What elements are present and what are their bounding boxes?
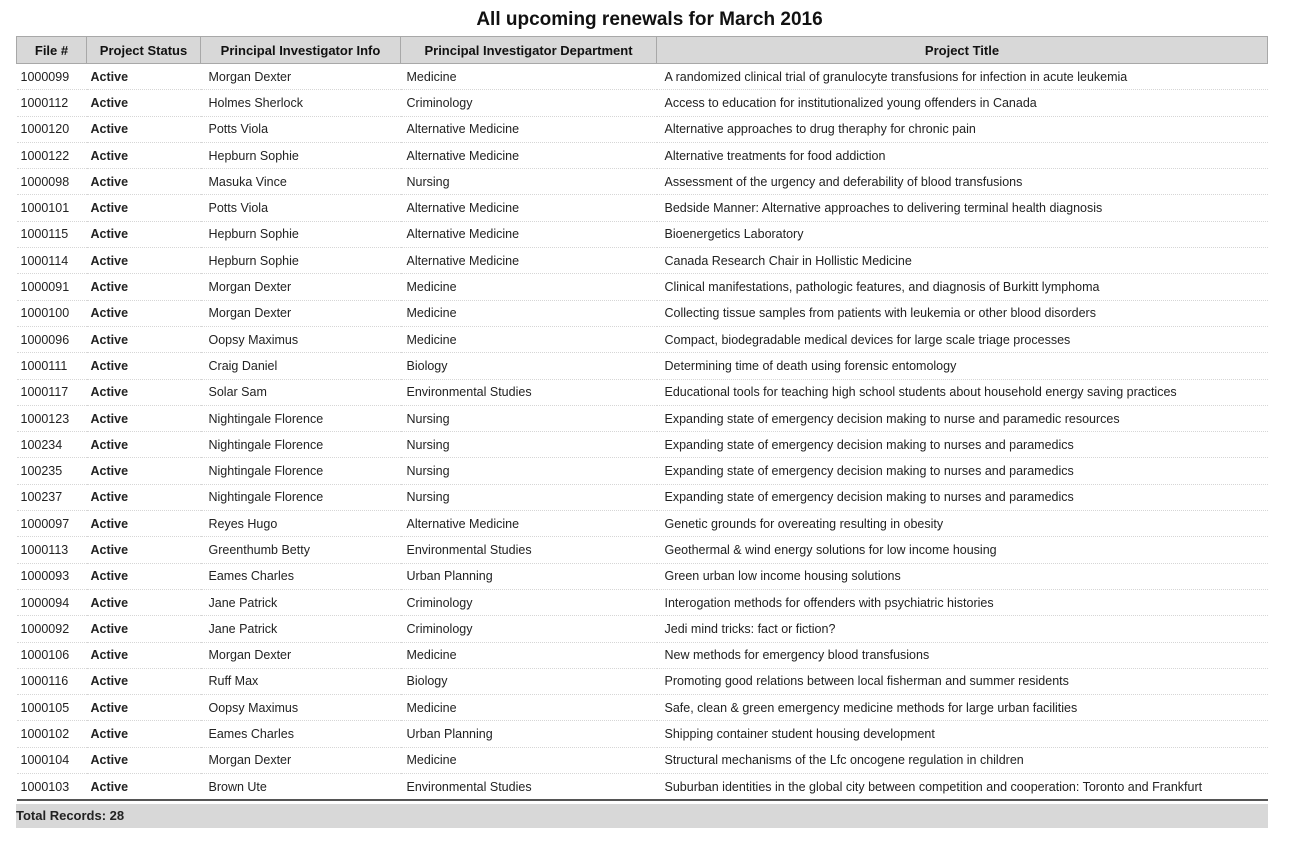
cell-pi-name: Morgan Dexter — [201, 747, 401, 773]
table-row[interactable] — [17, 484, 1268, 510]
cell-pi-name: Ruff Max — [201, 668, 401, 694]
cell-project-title: Suburban identities in the global city between competition and cooperation: Toronto and Frankfurt — [657, 774, 1268, 801]
cell-project-status: Active — [87, 695, 201, 721]
cell-project-title: Jedi mind tricks: fact or fiction? — [657, 616, 1268, 642]
cell-file-number: 1000116 — [17, 668, 87, 694]
cell-pi-name: Greenthumb Betty — [201, 537, 401, 563]
cell-project-title: Expanding state of emergency decision making to nurse and paramedic resources — [657, 405, 1268, 431]
cell-project-status: Active — [87, 642, 201, 668]
table-row[interactable] — [17, 116, 1268, 142]
cell-file-number: 1000114 — [17, 248, 87, 274]
cell-project-status: Active — [87, 379, 201, 405]
cell-project-status: Active — [87, 221, 201, 247]
cell-pi-name: Eames Charles — [201, 563, 401, 589]
cell-file-number: 1000106 — [17, 642, 87, 668]
cell-file-number: 1000117 — [17, 379, 87, 405]
cell-pi-department: Medicine — [401, 642, 657, 668]
cell-project-status: Active — [87, 432, 201, 458]
cell-file-number: 1000112 — [17, 90, 87, 116]
cell-pi-department: Medicine — [401, 274, 657, 300]
cell-pi-department: Biology — [401, 668, 657, 694]
table-row[interactable] — [17, 169, 1268, 195]
cell-file-number: 100237 — [17, 484, 87, 510]
cell-file-number: 1000102 — [17, 721, 87, 747]
cell-pi-department: Medicine — [401, 747, 657, 773]
cell-file-number: 1000111 — [17, 353, 87, 379]
cell-file-number: 1000115 — [17, 221, 87, 247]
table-row[interactable] — [17, 195, 1268, 221]
cell-pi-name: Morgan Dexter — [201, 64, 401, 90]
cell-pi-department: Alternative Medicine — [401, 248, 657, 274]
cell-project-title: Safe, clean & green emergency medicine methods for large urban facilities — [657, 695, 1268, 721]
cell-pi-name: Hepburn Sophie — [201, 221, 401, 247]
cell-pi-department: Medicine — [401, 326, 657, 352]
cell-project-status: Active — [87, 458, 201, 484]
cell-project-status: Active — [87, 747, 201, 773]
cell-project-title: Bedside Manner: Alternative approaches to delivering terminal health diagnosis — [657, 195, 1268, 221]
cell-pi-department: Environmental Studies — [401, 379, 657, 405]
table-header-row — [17, 37, 1268, 64]
cell-project-title: Bioenergetics Laboratory — [657, 221, 1268, 247]
cell-pi-department: Nursing — [401, 405, 657, 431]
table-row[interactable] — [17, 537, 1268, 563]
cell-file-number: 1000092 — [17, 616, 87, 642]
cell-file-number: 1000104 — [17, 747, 87, 773]
cell-pi-department: Nursing — [401, 484, 657, 510]
cell-file-number: 1000093 — [17, 563, 87, 589]
table-row[interactable] — [17, 563, 1268, 589]
table-row[interactable] — [17, 695, 1268, 721]
cell-project-title: Expanding state of emergency decision making to nurses and paramedics — [657, 484, 1268, 510]
cell-pi-name: Reyes Hugo — [201, 511, 401, 537]
cell-project-title: Access to education for institutionalized young offenders in Canada — [657, 90, 1268, 116]
cell-pi-name: Masuka Vince — [201, 169, 401, 195]
table-row[interactable] — [17, 589, 1268, 615]
cell-pi-department: Environmental Studies — [401, 537, 657, 563]
cell-project-title: New methods for emergency blood transfusions — [657, 642, 1268, 668]
cell-project-status: Active — [87, 274, 201, 300]
cell-project-status: Active — [87, 484, 201, 510]
cell-pi-department: Alternative Medicine — [401, 195, 657, 221]
cell-project-status: Active — [87, 589, 201, 615]
cell-file-number: 1000113 — [17, 537, 87, 563]
cell-project-title: Expanding state of emergency decision making to nurses and paramedics — [657, 458, 1268, 484]
cell-file-number: 100235 — [17, 458, 87, 484]
cell-pi-name: Holmes Sherlock — [201, 90, 401, 116]
cell-file-number: 1000123 — [17, 405, 87, 431]
cell-project-status: Active — [87, 668, 201, 694]
cell-project-title: Alternative treatments for food addiction — [657, 142, 1268, 168]
cell-file-number: 1000105 — [17, 695, 87, 721]
cell-pi-name: Nightingale Florence — [201, 484, 401, 510]
cell-project-title: Green urban low income housing solutions — [657, 563, 1268, 589]
cell-pi-department: Nursing — [401, 432, 657, 458]
table-row[interactable] — [17, 248, 1268, 274]
cell-project-title: Interogation methods for offenders with psychiatric histories — [657, 589, 1268, 615]
cell-project-title: Clinical manifestations, pathologic features, and diagnosis of Burkitt lymphoma — [657, 274, 1268, 300]
cell-project-title: Promoting good relations between local fisherman and summer residents — [657, 668, 1268, 694]
cell-pi-department: Medicine — [401, 300, 657, 326]
cell-project-status: Active — [87, 721, 201, 747]
table-row[interactable] — [17, 642, 1268, 668]
cell-pi-department: Nursing — [401, 169, 657, 195]
header-project-status[interactable]: Project Status — [87, 37, 201, 64]
table-row[interactable] — [17, 326, 1268, 352]
cell-project-status: Active — [87, 142, 201, 168]
cell-file-number: 1000097 — [17, 511, 87, 537]
table-row[interactable] — [17, 142, 1268, 168]
report-title: All upcoming renewals for March 2016 — [476, 9, 823, 30]
table-row[interactable] — [17, 379, 1268, 405]
cell-pi-name: Hepburn Sophie — [201, 248, 401, 274]
table-row[interactable] — [17, 221, 1268, 247]
header-file-number[interactable]: File # — [17, 37, 87, 64]
cell-project-status: Active — [87, 537, 201, 563]
cell-project-status: Active — [87, 405, 201, 431]
cell-pi-name: Oopsy Maximus — [201, 326, 401, 352]
table-row[interactable] — [17, 774, 1268, 801]
cell-pi-name: Morgan Dexter — [201, 642, 401, 668]
table-row[interactable] — [17, 300, 1268, 326]
cell-project-status: Active — [87, 64, 201, 90]
table-row[interactable] — [17, 511, 1268, 537]
cell-project-title: A randomized clinical trial of granulocyte transfusions for infection in acute leukemia — [657, 64, 1268, 90]
cell-project-status: Active — [87, 326, 201, 352]
cell-project-title: Alternative approaches to drug theraphy for chronic pain — [657, 116, 1268, 142]
cell-pi-department: Alternative Medicine — [401, 116, 657, 142]
table-row[interactable] — [17, 747, 1268, 773]
table-row[interactable] — [17, 432, 1268, 458]
cell-project-status: Active — [87, 511, 201, 537]
cell-project-status: Active — [87, 169, 201, 195]
cell-project-status: Active — [87, 353, 201, 379]
cell-project-status: Active — [87, 248, 201, 274]
cell-project-title: Structural mechanisms of the Lfc oncogene regulation in children — [657, 747, 1268, 773]
renewals-table — [16, 36, 1268, 801]
table-row[interactable] — [17, 668, 1268, 694]
cell-project-title: Educational tools for teaching high school students about household energy saving practices — [657, 379, 1268, 405]
cell-pi-name: Eames Charles — [201, 721, 401, 747]
cell-pi-name: Craig Daniel — [201, 353, 401, 379]
cell-pi-department: Criminology — [401, 589, 657, 615]
cell-file-number: 1000091 — [17, 274, 87, 300]
cell-file-number: 1000120 — [17, 116, 87, 142]
cell-pi-name: Solar Sam — [201, 379, 401, 405]
cell-pi-department: Biology — [401, 353, 657, 379]
table-row[interactable] — [17, 274, 1268, 300]
cell-file-number: 1000122 — [17, 142, 87, 168]
cell-file-number: 1000103 — [17, 774, 87, 801]
cell-pi-name: Hepburn Sophie — [201, 142, 401, 168]
cell-pi-name: Nightingale Florence — [201, 458, 401, 484]
cell-project-title: Shipping container student housing development — [657, 721, 1268, 747]
cell-file-number: 1000100 — [17, 300, 87, 326]
cell-pi-name: Nightingale Florence — [201, 432, 401, 458]
cell-project-title: Geothermal & wind energy solutions for low income housing — [657, 537, 1268, 563]
cell-file-number: 100234 — [17, 432, 87, 458]
cell-pi-name: Jane Patrick — [201, 616, 401, 642]
cell-project-title: Determining time of death using forensic entomology — [657, 353, 1268, 379]
cell-project-title: Expanding state of emergency decision making to nurses and paramedics — [657, 432, 1268, 458]
cell-file-number: 1000099 — [17, 64, 87, 90]
table-row[interactable] — [17, 64, 1268, 90]
cell-pi-department: Criminology — [401, 90, 657, 116]
cell-pi-department: Medicine — [401, 695, 657, 721]
header-pi-info[interactable]: Principal Investigator Info — [201, 37, 401, 64]
cell-pi-department: Criminology — [401, 616, 657, 642]
cell-project-title: Assessment of the urgency and deferability of blood transfusions — [657, 169, 1268, 195]
cell-pi-department: Nursing — [401, 458, 657, 484]
cell-project-status: Active — [87, 616, 201, 642]
cell-file-number: 1000098 — [17, 169, 87, 195]
cell-project-status: Active — [87, 195, 201, 221]
cell-pi-name: Oopsy Maximus — [201, 695, 401, 721]
cell-file-number: 1000096 — [17, 326, 87, 352]
cell-pi-department: Alternative Medicine — [401, 221, 657, 247]
cell-project-title: Compact, biodegradable medical devices for large scale triage processes — [657, 326, 1268, 352]
cell-pi-department: Urban Planning — [401, 563, 657, 589]
cell-pi-name: Morgan Dexter — [201, 300, 401, 326]
cell-pi-department: Alternative Medicine — [401, 142, 657, 168]
cell-pi-department: Alternative Medicine — [401, 511, 657, 537]
table-row[interactable] — [17, 405, 1268, 431]
table-body — [17, 64, 1268, 801]
cell-file-number: 1000094 — [17, 589, 87, 615]
header-project-title[interactable]: Project Title — [657, 37, 1268, 64]
cell-pi-name: Nightingale Florence — [201, 405, 401, 431]
cell-pi-department: Environmental Studies — [401, 774, 657, 801]
cell-project-title: Genetic grounds for overeating resulting in obesity — [657, 511, 1268, 537]
total-records-footer: Total Records: 28 — [16, 804, 1268, 828]
cell-project-title: Canada Research Chair in Hollistic Medicine — [657, 248, 1268, 274]
cell-project-status: Active — [87, 90, 201, 116]
cell-pi-name: Brown Ute — [201, 774, 401, 801]
table-row[interactable] — [17, 90, 1268, 116]
cell-project-title: Collecting tissue samples from patients with leukemia or other blood disorders — [657, 300, 1268, 326]
cell-pi-department: Urban Planning — [401, 721, 657, 747]
cell-project-status: Active — [87, 300, 201, 326]
table-row[interactable] — [17, 458, 1268, 484]
cell-pi-name: Jane Patrick — [201, 589, 401, 615]
table-row[interactable] — [17, 616, 1268, 642]
cell-pi-name: Potts Viola — [201, 116, 401, 142]
cell-pi-name: Morgan Dexter — [201, 274, 401, 300]
cell-pi-name: Potts Viola — [201, 195, 401, 221]
cell-project-status: Active — [87, 774, 201, 801]
cell-file-number: 1000101 — [17, 195, 87, 221]
cell-project-status: Active — [87, 116, 201, 142]
cell-pi-department: Medicine — [401, 64, 657, 90]
table-row[interactable] — [17, 721, 1268, 747]
header-pi-department[interactable]: Principal Investigator Department — [401, 37, 657, 64]
cell-project-status: Active — [87, 563, 201, 589]
table-row[interactable] — [17, 353, 1268, 379]
